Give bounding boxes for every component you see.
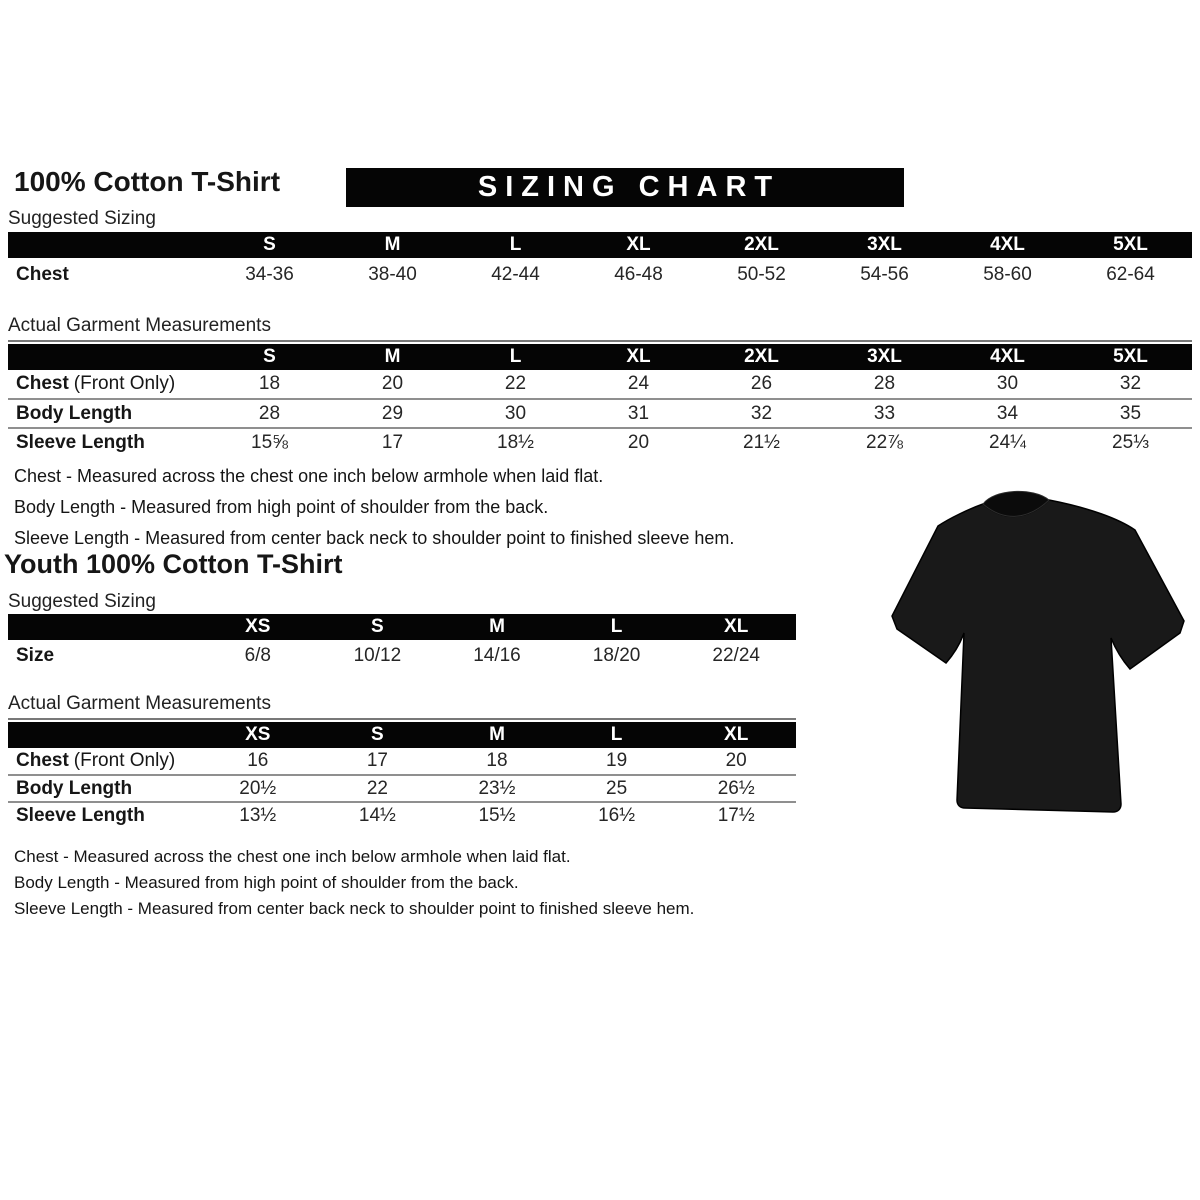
adult-suggested-sizing-label: Suggested Sizing xyxy=(8,208,156,229)
cell: 38-40 xyxy=(368,264,417,285)
col-header: S xyxy=(208,232,331,258)
cell: 28 xyxy=(873,373,896,394)
cell: 42-44 xyxy=(491,264,540,285)
empty-header-cell xyxy=(8,344,208,370)
empty-header-cell xyxy=(8,614,198,640)
cell: 18½ xyxy=(454,428,577,457)
cell: 20 xyxy=(577,428,700,457)
table-row xyxy=(8,258,1192,292)
adult-actual-measurements-label: Actual Garment Measurements xyxy=(8,315,1192,342)
row-label: Chest (Front Only) xyxy=(16,750,176,771)
table-row xyxy=(8,399,1192,428)
empty-header-cell xyxy=(8,232,208,258)
cell: 30 xyxy=(454,399,577,428)
row-label: Chest xyxy=(16,264,69,285)
cell: 58-60 xyxy=(983,264,1032,285)
cell: 25 xyxy=(557,775,677,802)
row-label: Sleeve Length xyxy=(8,802,198,829)
youth-suggested-sizing-label: Suggested Sizing xyxy=(8,591,156,612)
col-header: XS xyxy=(198,614,318,640)
adult-suggested-sizing-table xyxy=(8,232,1192,292)
note-line: Body Length - Measured from high point of shoulder from the back. xyxy=(14,873,519,892)
col-header: S xyxy=(318,722,438,748)
cell: 18 xyxy=(258,373,281,394)
cell: 14½ xyxy=(318,802,438,829)
cell: 34 xyxy=(946,399,1069,428)
col-header: M xyxy=(437,722,557,748)
youth-measurement-notes xyxy=(14,844,694,922)
table-header-row xyxy=(8,722,796,748)
cell: 14/16 xyxy=(473,645,521,666)
cell: 18 xyxy=(486,750,508,771)
col-header: XL xyxy=(577,232,700,258)
cell: 33 xyxy=(823,399,946,428)
col-header: L xyxy=(454,344,577,370)
note-line: Sleeve Length - Measured from center back neck to shoulder point to finished sleeve hem. xyxy=(14,899,695,918)
col-header: XL xyxy=(676,614,796,640)
adult-actual-measurements-table xyxy=(8,344,1192,457)
cell: 19 xyxy=(606,750,628,771)
row-label: Size xyxy=(16,645,55,666)
table-header-row xyxy=(8,344,1192,370)
youth-section-title: Youth 100% Cotton T-Shirt xyxy=(4,549,343,579)
col-header: 4XL xyxy=(946,232,1069,258)
cell: 25⅓ xyxy=(1069,428,1192,457)
col-header: 2XL xyxy=(700,344,823,370)
col-header: 3XL xyxy=(823,344,946,370)
tshirt-body-shape xyxy=(892,500,1184,812)
cell: 32 xyxy=(700,399,823,428)
row-label: Chest (Front Only) xyxy=(16,373,176,394)
cell: 17 xyxy=(366,750,388,771)
note-line: Sleeve Length - Measured from center back neck to shoulder point to finished sleeve hem. xyxy=(14,528,735,548)
sizing-chart-banner: SIZING CHART xyxy=(346,168,904,207)
col-header: M xyxy=(331,344,454,370)
note-line: Body Length - Measured from high point of shoulder from the back. xyxy=(14,497,549,517)
col-header: L xyxy=(557,722,677,748)
cell: 18/20 xyxy=(592,645,641,666)
cell: 15⅝ xyxy=(208,428,331,457)
cell: 30 xyxy=(996,373,1019,394)
cell: 32 xyxy=(1119,373,1142,394)
table-row xyxy=(8,640,796,672)
cell: 20 xyxy=(381,373,404,394)
cell: 16½ xyxy=(557,802,677,829)
page-title: 100% Cotton T-Shirt xyxy=(14,166,281,197)
cell: 22/24 xyxy=(712,645,760,666)
cell: 21½ xyxy=(700,428,823,457)
cell: 24¼ xyxy=(946,428,1069,457)
cell: 46-48 xyxy=(614,264,663,285)
cell: 6/8 xyxy=(244,645,271,666)
col-header: L xyxy=(454,232,577,258)
cell: 31 xyxy=(577,399,700,428)
cell: 13½ xyxy=(198,802,318,829)
cell: 34-36 xyxy=(245,264,294,285)
col-header: L xyxy=(557,614,677,640)
cell: 23½ xyxy=(437,775,557,802)
empty-header-cell xyxy=(8,722,198,748)
note-line: Chest - Measured across the chest one inch below armhole when laid flat. xyxy=(14,847,571,866)
col-header: M xyxy=(437,614,557,640)
cell: 10/12 xyxy=(353,645,402,666)
cell: 17½ xyxy=(676,802,796,829)
cell: 15½ xyxy=(437,802,557,829)
table-row xyxy=(8,775,796,802)
col-header: 5XL xyxy=(1069,232,1192,258)
row-label: Body Length xyxy=(8,399,208,428)
cell: 16 xyxy=(247,750,269,771)
table-header-row xyxy=(8,232,1192,258)
table-row xyxy=(8,428,1192,457)
cell: 22⅞ xyxy=(823,428,946,457)
cell: 29 xyxy=(331,399,454,428)
cell: 17 xyxy=(331,428,454,457)
row-label: Sleeve Length xyxy=(8,428,208,457)
cell: 22 xyxy=(504,373,527,394)
col-header: XL xyxy=(676,722,796,748)
cell: 20½ xyxy=(198,775,318,802)
cell: 22 xyxy=(318,775,438,802)
cell: 20 xyxy=(725,750,747,771)
black-tshirt-image xyxy=(882,478,1190,814)
youth-actual-measurements-label: Actual Garment Measurements xyxy=(8,693,796,720)
row-label: Body Length xyxy=(8,775,198,802)
col-header: 2XL xyxy=(700,232,823,258)
col-header: 5XL xyxy=(1069,344,1192,370)
cell: 28 xyxy=(208,399,331,428)
col-header: S xyxy=(318,614,438,640)
col-header: 3XL xyxy=(823,232,946,258)
youth-actual-measurements-table xyxy=(8,722,796,829)
table-header-row xyxy=(8,614,796,640)
col-header: XL xyxy=(577,344,700,370)
cell: 24 xyxy=(627,373,650,394)
table-row xyxy=(8,802,796,829)
table-row xyxy=(8,748,796,775)
col-header: M xyxy=(331,232,454,258)
cell: 35 xyxy=(1069,399,1192,428)
cell: 54-56 xyxy=(860,264,909,285)
cell: 26 xyxy=(750,373,773,394)
cell: 62-64 xyxy=(1106,264,1155,285)
adult-measurement-notes xyxy=(14,461,734,554)
cell: 26½ xyxy=(676,775,796,802)
table-row xyxy=(8,370,1192,399)
youth-suggested-sizing-table xyxy=(8,614,796,672)
cell: 50-52 xyxy=(737,264,786,285)
note-line: Chest - Measured across the chest one inch below armhole when laid flat. xyxy=(14,466,604,486)
col-header: 4XL xyxy=(946,344,1069,370)
col-header: S xyxy=(208,344,331,370)
col-header: XS xyxy=(198,722,318,748)
